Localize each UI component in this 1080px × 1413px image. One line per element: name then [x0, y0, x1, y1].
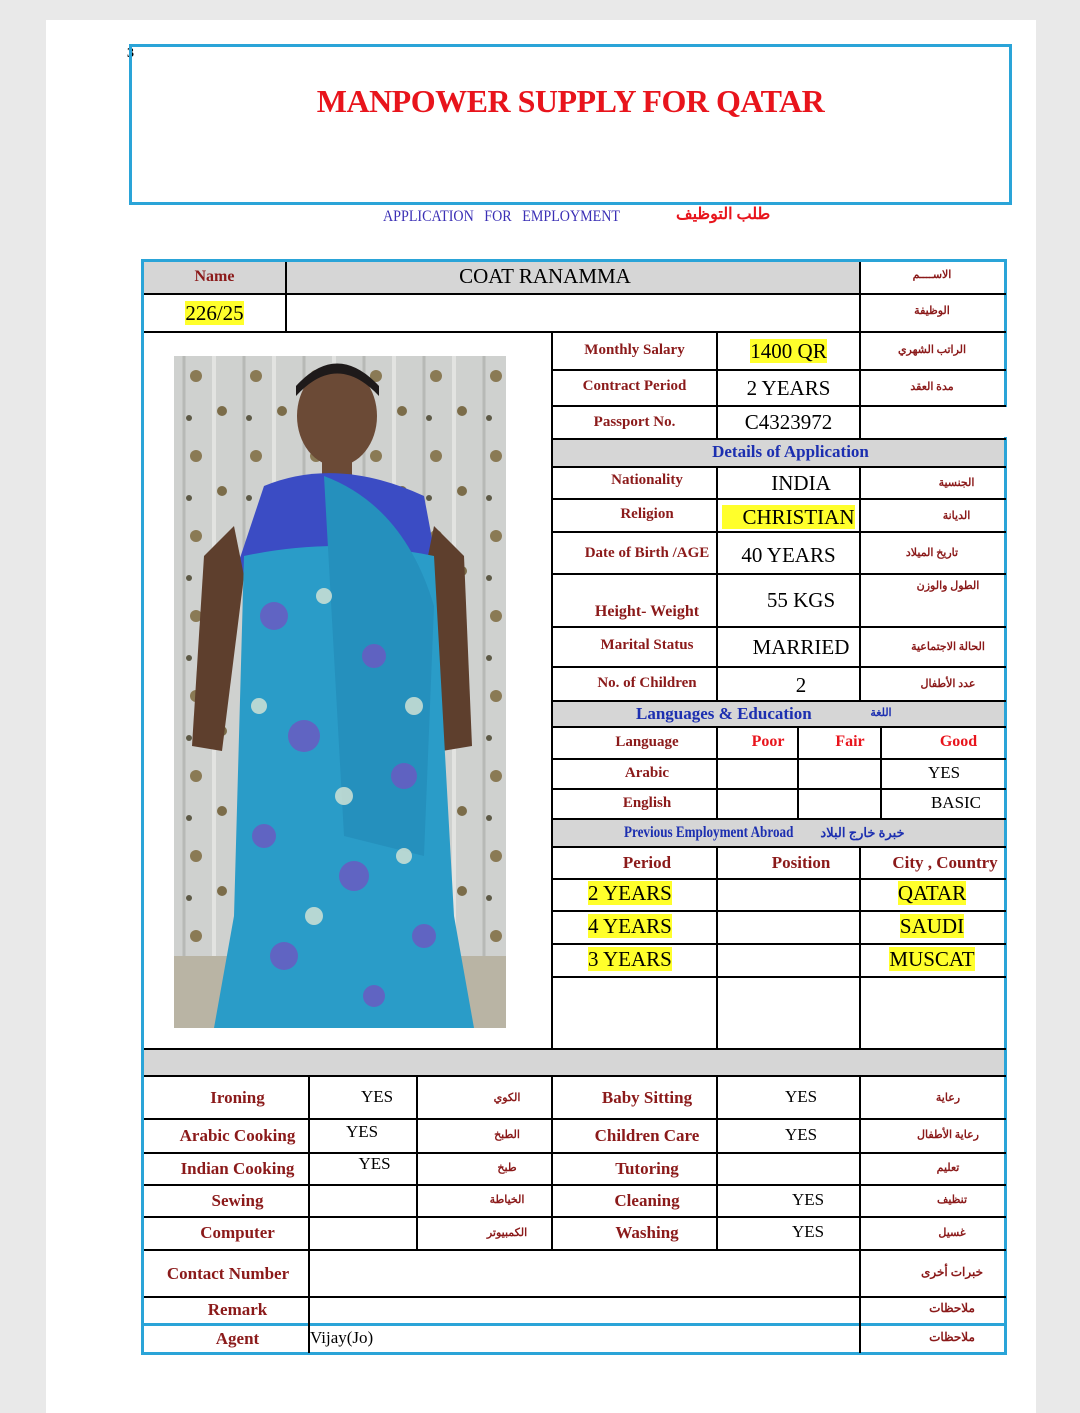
agent-label: Agent [215, 1329, 260, 1348]
employment-heading: Previous Employment Abroad [624, 824, 794, 841]
contract-arabic: مدة العقد [910, 381, 954, 393]
languages-arabic: اللغة [870, 707, 892, 719]
languages-heading: Languages & Education [636, 704, 812, 723]
skill-sewing-label: Sewing [211, 1191, 264, 1210]
page-title: MANPOWER SUPPLY FOR QATAR [316, 83, 825, 119]
skill-indian-cooking-label: Indian Cooking [180, 1159, 295, 1178]
nationality: INDIA [771, 471, 831, 495]
number-of-children: 2 [795, 673, 807, 697]
contract-period: 2 YEARS [746, 376, 831, 400]
height-weight-label: Height- Weight [594, 603, 700, 620]
height-weight: 55 KGS [766, 588, 836, 612]
skill-tutoring-label: Tutoring [615, 1159, 679, 1178]
date-of-birth-age: 40 YEARS [741, 543, 836, 567]
english-good: BASIC [930, 793, 982, 812]
marital-arabic: الحالة الاجتماعية [911, 641, 985, 653]
col-poor: Poor [751, 733, 785, 750]
dob-label: Date of Birth /AGE [584, 545, 710, 561]
children-label: No. of Children [597, 675, 697, 691]
subtitle-arabic: طلب التوظيف [676, 206, 771, 223]
employment-country-2: SAUDI [899, 914, 965, 938]
employment-country-3: MUSCAT [889, 947, 975, 971]
skill-computer-arabic: الكمبيوتر [486, 1227, 528, 1239]
children-arabic: عدد الأطفال [920, 678, 976, 690]
employment-period-1: 2 YEARS [588, 881, 672, 905]
reference-number: 226/25 [185, 301, 244, 325]
remark-arabic: ملاحظات [929, 1301, 975, 1315]
skill-children-care-value: YES [784, 1125, 818, 1144]
details-heading: Details of Application [712, 442, 869, 461]
marital-label: Marital Status [600, 637, 694, 653]
col-city-country: City , Country [892, 853, 998, 872]
religion-label: Religion [620, 506, 674, 522]
passport-number: C4323972 [744, 410, 833, 434]
skill-arabic-cooking-value: YES [345, 1122, 379, 1141]
skill-cleaning-label: Cleaning [614, 1191, 680, 1210]
passport-label: Passport No. [593, 414, 676, 430]
employment-country-1: QATAR [897, 881, 967, 905]
skill-indian-cooking-arabic: طبخ [497, 1162, 517, 1174]
col-good: Good [939, 733, 978, 750]
skill-arabic-cooking-label: Arabic Cooking [179, 1126, 296, 1145]
salary-label: Monthly Salary [584, 342, 685, 358]
skill-indian-cooking-value: YES [358, 1154, 391, 1173]
contact-number-label: Contact Number [166, 1264, 290, 1283]
applicant-photo [174, 356, 506, 1028]
name-label: Name [194, 268, 235, 285]
skill-washing-arabic: غسيل [938, 1227, 966, 1239]
skill-computer-label: Computer [200, 1223, 275, 1242]
skill-ironing-value: YES [360, 1087, 394, 1106]
agent-name: Vijay(Jo) [310, 1328, 374, 1347]
language-english-label: English [622, 795, 672, 811]
col-language: Language [615, 734, 679, 750]
skill-washing-value: YES [791, 1222, 825, 1241]
height-weight-arabic: الطول والوزن [916, 580, 980, 592]
skill-cleaning-value: YES [791, 1190, 825, 1209]
col-fair: Fair [835, 733, 865, 750]
ref-arabic: الوظيفة [914, 305, 950, 317]
title-box [129, 44, 1012, 205]
employment-arabic: خبرة خارج البلاد [820, 825, 905, 840]
skill-children-care-arabic: رعاية الأطفال [917, 1129, 979, 1141]
skill-tutoring-arabic: تعليم [936, 1162, 960, 1174]
skill-baby-sitting-label: Baby Sitting [601, 1088, 693, 1107]
applicant-name: COAT RANAMMA [459, 264, 631, 288]
skill-ironing-arabic: الكوي [493, 1092, 521, 1104]
col-position: Position [771, 853, 831, 872]
dob-arabic: تاريخ الميلاد [905, 547, 959, 559]
agent-arabic: ملاحظات [929, 1330, 975, 1344]
nationality-arabic: الجنسية [938, 477, 975, 489]
skill-washing-label: Washing [615, 1223, 679, 1242]
name-arabic: الاســــم [912, 269, 952, 281]
contact-arabic: خبرات أخرى [920, 1265, 984, 1279]
page-mark: 3 [127, 46, 134, 61]
skill-baby-sitting-arabic: رعاية [935, 1092, 961, 1104]
remark-label: Remark [207, 1300, 268, 1319]
skill-baby-sitting-value: YES [784, 1087, 818, 1106]
employment-period-3: 3 YEARS [588, 947, 672, 971]
employment-period-2: 4 YEARS [588, 914, 672, 938]
col-period: Period [622, 853, 672, 872]
skill-cleaning-arabic: تنظيف [936, 1194, 968, 1206]
skill-children-care-label: Children Care [594, 1126, 700, 1145]
monthly-salary: 1400 QR [750, 339, 827, 363]
subtitle: APPLICATION FOR EMPLOYMENT [383, 208, 621, 225]
skill-arabic-cooking-arabic: الطبخ [494, 1129, 520, 1141]
skill-ironing-label: Ironing [210, 1088, 265, 1107]
marital-status: MARRIED [752, 635, 850, 659]
salary-arabic: الراتب الشهري [897, 344, 967, 356]
skill-sewing-arabic: الخياطة [489, 1194, 525, 1206]
contract-label: Contract Period [582, 378, 687, 394]
arabic-good: YES [927, 763, 961, 782]
language-arabic-label: Arabic [624, 765, 670, 781]
religion: CHRISTIAN [718, 505, 859, 530]
nationality-label: Nationality [611, 472, 683, 488]
religion-arabic: الديانة [942, 510, 971, 522]
